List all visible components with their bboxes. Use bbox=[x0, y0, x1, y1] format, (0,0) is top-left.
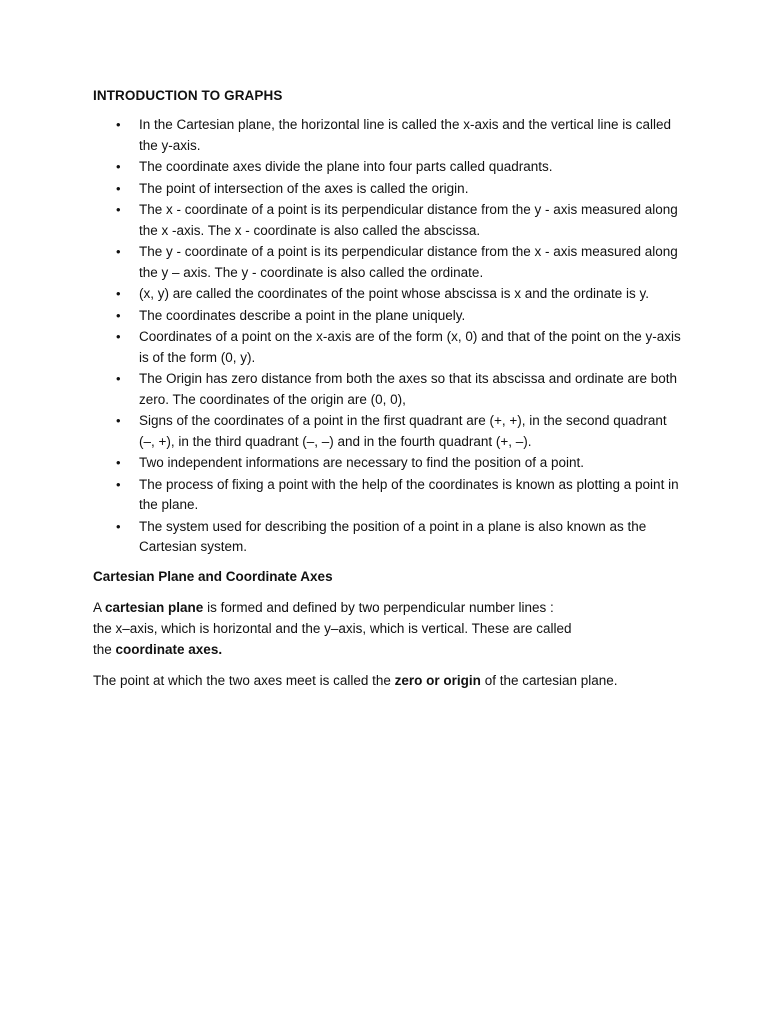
document-page bbox=[93, 86, 683, 701]
bullet-icon: • bbox=[116, 180, 121, 196]
list-item bbox=[116, 157, 683, 178]
list-item-text: In the Cartesian plane, the horizontal line is called the x-axis and the vertical line is called the y-axis. bbox=[139, 117, 672, 153]
list-item-text: The Origin has zero distance from both the axes so that its abscissa and ordinate are both zero. The coordinates of the origin are (0, 0), bbox=[139, 371, 678, 407]
paragraph-text: A bbox=[93, 599, 106, 615]
bullet-icon: • bbox=[116, 518, 121, 534]
bullet-icon: • bbox=[116, 413, 121, 428]
bold-term: cartesian plane bbox=[105, 599, 204, 615]
list-item bbox=[116, 475, 683, 516]
list-item bbox=[116, 517, 683, 558]
paragraph-text: the bbox=[93, 641, 116, 657]
bullet-icon: • bbox=[116, 455, 121, 470]
list-item-text: The coordinate axes divide the plane into four parts called quadrants. bbox=[139, 159, 553, 174]
list-item-text: Coordinates of a point on the x-axis are of the form (x, 0) and that of the point on the y-axis is of the form (0, y). bbox=[139, 329, 681, 365]
list-item-text: The x - coordinate of a point is its perpendicular distance from the y - axis measured along the x -axis. The x - coordinate is also called the abscissa. bbox=[139, 202, 678, 238]
list-item-text: The y - coordinate of a point is its perpendicular distance from the x - axis measured along the y – axis. The y - coordinate is also called the ordinate. bbox=[139, 244, 678, 280]
list-item bbox=[116, 411, 683, 452]
list-item bbox=[116, 327, 683, 368]
paragraph-cartesian-plane bbox=[93, 597, 683, 660]
paragraph-text: is formed and defined by two perpendicular number lines : bbox=[203, 599, 554, 615]
list-item-text: (x, y) are called the coordinates of the point whose abscissa is x and the ordinate is y. bbox=[139, 286, 650, 301]
list-item bbox=[116, 242, 683, 283]
list-item-text: Signs of the coordinates of a point in the first quadrant are (+, +), in the second quadrant (–, +), in the third quadrant (–, –) and in the fourth quadrant (+, –). bbox=[139, 413, 667, 449]
section-heading: Cartesian Plane and Coordinate Axes bbox=[93, 568, 333, 584]
bullet-icon: • bbox=[116, 329, 121, 344]
bullet-list bbox=[93, 115, 683, 558]
bullet-icon: • bbox=[116, 244, 121, 259]
paragraph-text: the x–axis, which is horizontal and the y–axis, which is vertical. These are called bbox=[93, 620, 572, 636]
list-item bbox=[116, 306, 683, 327]
list-item bbox=[116, 453, 683, 474]
bullet-icon: • bbox=[116, 117, 121, 132]
list-item-text: The system used for describing the position of a point in a plane is also known as the Cartesian system. bbox=[139, 518, 647, 554]
bullet-icon: • bbox=[116, 286, 121, 301]
paragraph-text: The point at which the two axes meet is called the bbox=[93, 672, 395, 688]
list-item bbox=[116, 369, 683, 410]
bold-term: coordinate axes. bbox=[115, 641, 223, 657]
bullet-icon: • bbox=[116, 476, 121, 492]
page-title: INTRODUCTION TO GRAPHS bbox=[93, 88, 283, 103]
bold-term: zero or origin bbox=[394, 672, 481, 688]
list-item-text: Two independent informations are necessary to find the position of a point. bbox=[139, 455, 585, 470]
list-item bbox=[116, 115, 683, 156]
bullet-icon: • bbox=[116, 202, 121, 217]
bullet-icon: • bbox=[116, 159, 121, 174]
list-item bbox=[116, 200, 683, 241]
list-item bbox=[116, 179, 683, 200]
list-item-text: The process of fixing a point with the help of the coordinates is known as plotting a point in the plane. bbox=[139, 476, 679, 512]
paragraph-text: of the cartesian plane. bbox=[480, 672, 618, 688]
bullet-icon: • bbox=[116, 371, 121, 386]
paragraph-origin bbox=[93, 670, 683, 691]
bullet-icon: • bbox=[116, 307, 121, 323]
list-item-text: The point of intersection of the axes is called the origin. bbox=[139, 180, 469, 196]
list-item-text: The coordinates describe a point in the plane uniquely. bbox=[139, 307, 466, 323]
list-item bbox=[116, 284, 683, 305]
